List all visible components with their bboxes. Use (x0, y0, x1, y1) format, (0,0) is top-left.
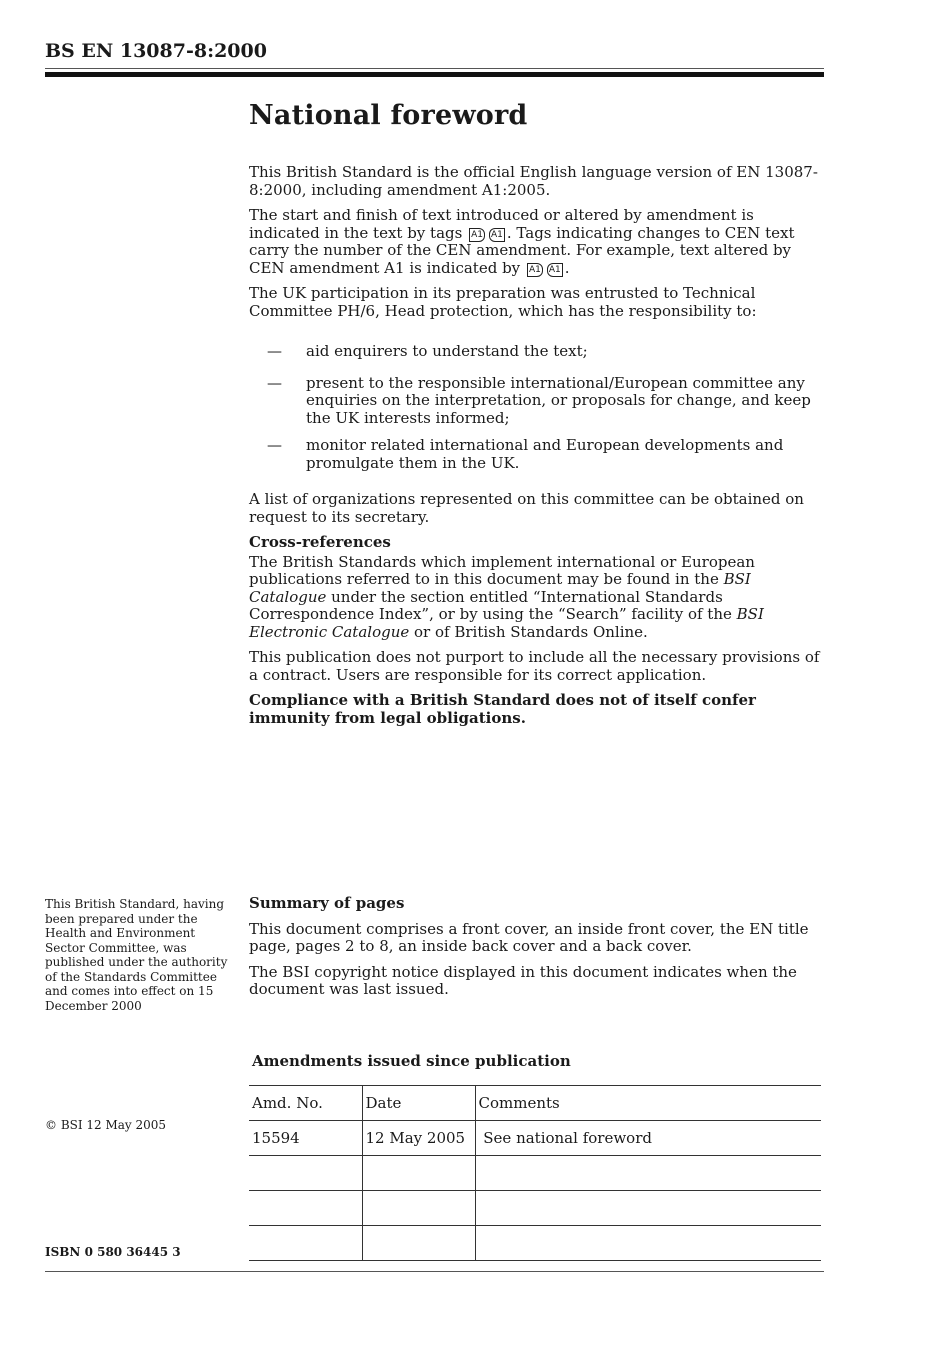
amendment-start-tag-icon: A1 (471, 229, 483, 240)
paragraph-committee: The UK participation in its preparation was entrusted to Technical Committee PH/6, Head protection, which has the responsibility to: (249, 284, 757, 320)
table-cell (475, 1156, 821, 1191)
table-cell (362, 1191, 475, 1226)
list-item: — aid enquirers to understand the text; (267, 342, 588, 360)
footer-rule (45, 1271, 824, 1272)
table-row (249, 1121, 821, 1156)
copyright-notice: © BSI 12 May 2005 (45, 1118, 167, 1132)
paragraph-cross-references: The British Standards which implement international or European publications referred to in this document may be found in the BSI Catalogue under the section entitled “International Standards Correspondence Index”, or by using the “Search” facility of the BSI Electronic Catalogue or of British Standards Online. (249, 552, 764, 641)
column-header: Comments (475, 1086, 821, 1121)
table-cell: 15594 (249, 1121, 362, 1156)
column-header: Amd. No. (249, 1086, 362, 1121)
paragraph-compliance: Compliance with a British Standard does not of itself confer immunity from legal obligations. (249, 691, 756, 727)
publication-note: This British Standard, having been prepared under the Health and Environment Sector Committee, was published under the authority of the Standards Committee and comes into effect on 15 December 2000 (45, 897, 228, 1013)
amendments-table (249, 1085, 821, 1261)
summary-heading: Summary of pages (249, 894, 405, 912)
table-row (249, 1191, 821, 1226)
amendment-end-tag-icon: A1 (548, 264, 561, 275)
foreword-body-continued (249, 491, 824, 735)
column-header: Date (362, 1086, 475, 1121)
list-item: — monitor related international and European developments and promulgate them in the UK. (267, 436, 784, 472)
table-cell (249, 1191, 362, 1226)
table-cell (362, 1156, 475, 1191)
summary-paragraph: This document comprises a front cover, an inside front cover, the EN title page, pages 2 to 8, an inside back cover and a back cover. (249, 919, 809, 955)
amendments-title: Amendments issued since publication (252, 1052, 571, 1070)
responsibility-list (249, 343, 824, 482)
amendment-end-tag-icon: A1 (490, 229, 503, 240)
table-cell (475, 1226, 821, 1261)
table-cell: 12 May 2005 (362, 1121, 475, 1156)
paragraph-provisions: This publication does not purport to include all the necessary provisions of a contract. Users are responsible for its correct application. (249, 648, 820, 684)
list-item: — present to the responsible international/European committee any enquiries on the interpretation, or proposals for change, and keep the UK interests informed; (267, 373, 811, 427)
table-cell (249, 1156, 362, 1191)
document-id: BS EN 13087-8:2000 (45, 40, 267, 62)
header-rule-thin (45, 68, 824, 69)
paragraph-amendment-tags: The start and finish of text introduced or altered by amendment is indicated in the text by tags A1 A1 . Tags indicating changes to CEN text carry the number of the CEN amendment. For example, text altered by CEN amendment A1 is indicated by A1 A1 . (249, 206, 795, 277)
foreword-body (249, 164, 824, 328)
table-row (249, 1156, 821, 1191)
table-cell (475, 1191, 821, 1226)
paragraph-organizations: A list of organizations represented on this committee can be obtained on request to its secretary. (249, 490, 804, 526)
table-cell (362, 1226, 475, 1261)
table-cell (249, 1226, 362, 1261)
summary-copyright-paragraph: The BSI copyright notice displayed in this document indicates when the document was last issued. (249, 962, 797, 998)
cross-references-heading: Cross-references (249, 533, 391, 551)
table-cell: See national foreword (475, 1121, 821, 1156)
table-row (249, 1226, 821, 1261)
paragraph-intro: This British Standard is the official English language version of EN 13087-8:2000, including amendment A1:2005. (249, 163, 818, 199)
header-rule-thick (45, 72, 824, 77)
table-header-row (249, 1086, 821, 1121)
summary-of-pages (249, 895, 824, 1007)
page-title: National foreword (249, 100, 528, 131)
isbn: ISBN 0 580 36445 3 (45, 1245, 181, 1259)
amendment-start-tag-icon: A1 (528, 264, 541, 275)
